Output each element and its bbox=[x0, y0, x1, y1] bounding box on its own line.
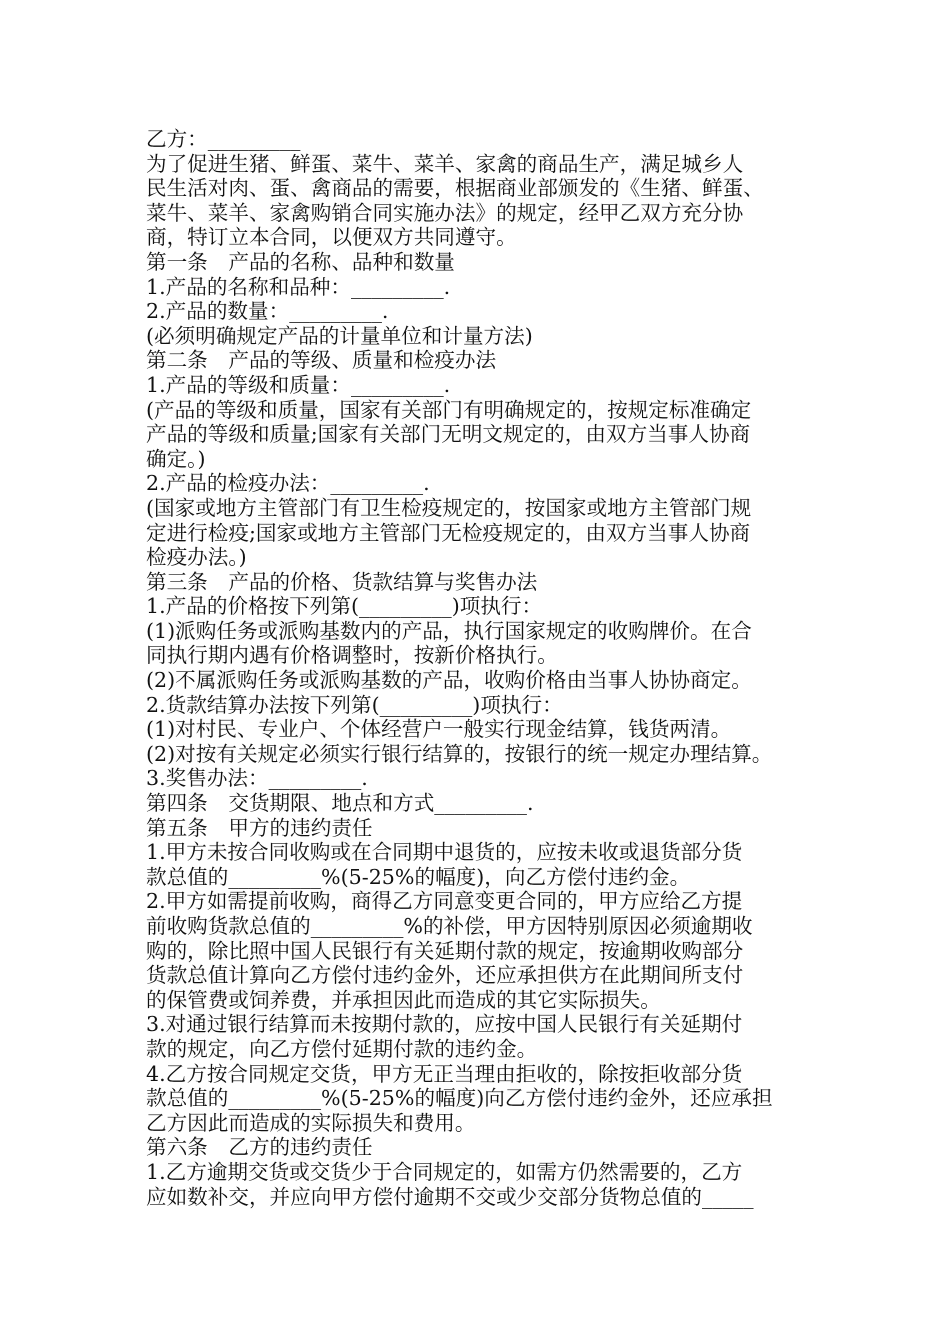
text-line: 前收购货款总值的_________%的补偿，甲方因特别原因必须逾期收 bbox=[146, 914, 753, 938]
text-line: 1.产品的等级和质量：_________. bbox=[146, 372, 451, 397]
text-line: (国家或地方主管部门有卫生检疫规定的，按国家或地方主管部门规 bbox=[146, 495, 752, 520]
text-line: 定进行检疫;国家或地方主管部门无检疫规定的，由双方当事人协商 bbox=[146, 520, 751, 545]
text-line: 同执行期内遇有价格调整时，按新价格执行。 bbox=[146, 643, 558, 668]
text-line: 2.货款结算办法按下列第(_________)项执行： bbox=[146, 692, 563, 717]
text-line: (2)对按有关规定必须实行银行结算的，按银行的统一规定办理结算。 bbox=[146, 741, 773, 766]
text-line: 1.产品的名称和品种：_________. bbox=[146, 274, 451, 299]
text-line: 民生活对肉、蛋、禽商品的需要，根据商业部颁发的《生猪、鲜蛋、 bbox=[146, 176, 764, 201]
text-line: 第四条 交货期限、地点和方式_________. bbox=[146, 791, 534, 816]
text-line: 3.奖售办法：_________. bbox=[146, 766, 368, 791]
text-line: 为了促进生猪、鲜蛋、菜牛、菜羊、家禽的商品生产，满足城乡人 bbox=[146, 151, 744, 176]
text-line: 第六条 乙方的违约责任 bbox=[146, 1135, 373, 1160]
text-line: 乙方：_________ bbox=[146, 127, 301, 151]
text-line: 款总值的_________%(5-25%的幅度)，向乙方偿付违约金。 bbox=[146, 864, 691, 889]
text-line: (1)对村民、专业户、个体经营户一般实行现金结算，钱货两清。 bbox=[146, 717, 732, 742]
text-line: 1.产品的价格按下列第(_________)项执行： bbox=[146, 594, 543, 619]
text-line: 1.甲方未按合同收购或在合同期中退货的，应按未收或退货部分货 bbox=[146, 840, 743, 865]
text-line: (必须明确规定产品的计量单位和计量方法) bbox=[146, 323, 533, 348]
text-line: 2.产品的数量：_________. bbox=[146, 299, 389, 324]
text-line: 款总值的_________%(5-25%的幅度)向乙方偿付违约金外，还应承担 bbox=[146, 1086, 773, 1111]
text-line: 商，特订立本合同，以便双方共同遵守。 bbox=[146, 225, 517, 250]
text-line: (产品的等级和质量，国家有关部门有明确规定的，按规定标准确定 bbox=[146, 397, 752, 422]
text-line: 检疫办法。) bbox=[146, 545, 247, 570]
text-line: 2.甲方如需提前收购，商得乙方同意变更合同的，甲方应给乙方提 bbox=[146, 889, 743, 914]
text-line: 产品的等级和质量;国家有关部门无明文规定的，由双方当事人协商 bbox=[146, 422, 751, 447]
text-line: 1.乙方逾期交货或交货少于合同规定的，如需方仍然需要的，乙方 bbox=[146, 1159, 743, 1184]
text-line: (2)不属派购任务或派购基数的产品，收购价格由当事人协协商定。 bbox=[146, 668, 752, 693]
text-line: 货款总值计算向乙方偿付违约金外，还应承担供方在此期间所支付 bbox=[146, 963, 744, 988]
text-line: 第五条 甲方的违约责任 bbox=[146, 815, 373, 840]
text-line: 第三条 产品的价格、货款结算与奖售办法 bbox=[146, 569, 538, 594]
text-line: 的保管费或饲养费，并承担因此而造成的其它实际损失。 bbox=[146, 987, 661, 1012]
text-line: 4.乙方按合同规定交货，甲方无正当理由拒收的，除按拒收部分货 bbox=[146, 1061, 743, 1086]
text-line: 第二条 产品的等级、质量和检疫办法 bbox=[146, 348, 497, 373]
text-line: 3.对通过银行结算而未按期付款的，应按中国人民银行有关延期付 bbox=[146, 1012, 743, 1037]
text-line: 购的，除比照中国人民银行有关延期付款的规定，按逾期收购部分 bbox=[146, 938, 744, 963]
text-line: 2.产品的检疫办法：_________. bbox=[146, 471, 430, 496]
text-line: 第一条 产品的名称、品种和数量 bbox=[146, 249, 455, 274]
text-line: 乙方因此而造成的实际损失和费用。 bbox=[146, 1110, 476, 1135]
text-line: 菜牛、菜羊、家禽购销合同实施办法》的规定，经甲乙双方充分协 bbox=[146, 200, 744, 225]
text-line: (1)派购任务或派购基数内的产品，执行国家规定的收购牌价。在合 bbox=[146, 618, 752, 643]
text-line: 应如数补交，并应向甲方偿付逾期不交或少交部分货物总值的_____ bbox=[146, 1184, 754, 1209]
text-line: 确定。) bbox=[146, 446, 206, 471]
text-line: 款的规定，向乙方偿付延期付款的违约金。 bbox=[146, 1036, 538, 1061]
contract-text bbox=[146, 127, 810, 1209]
